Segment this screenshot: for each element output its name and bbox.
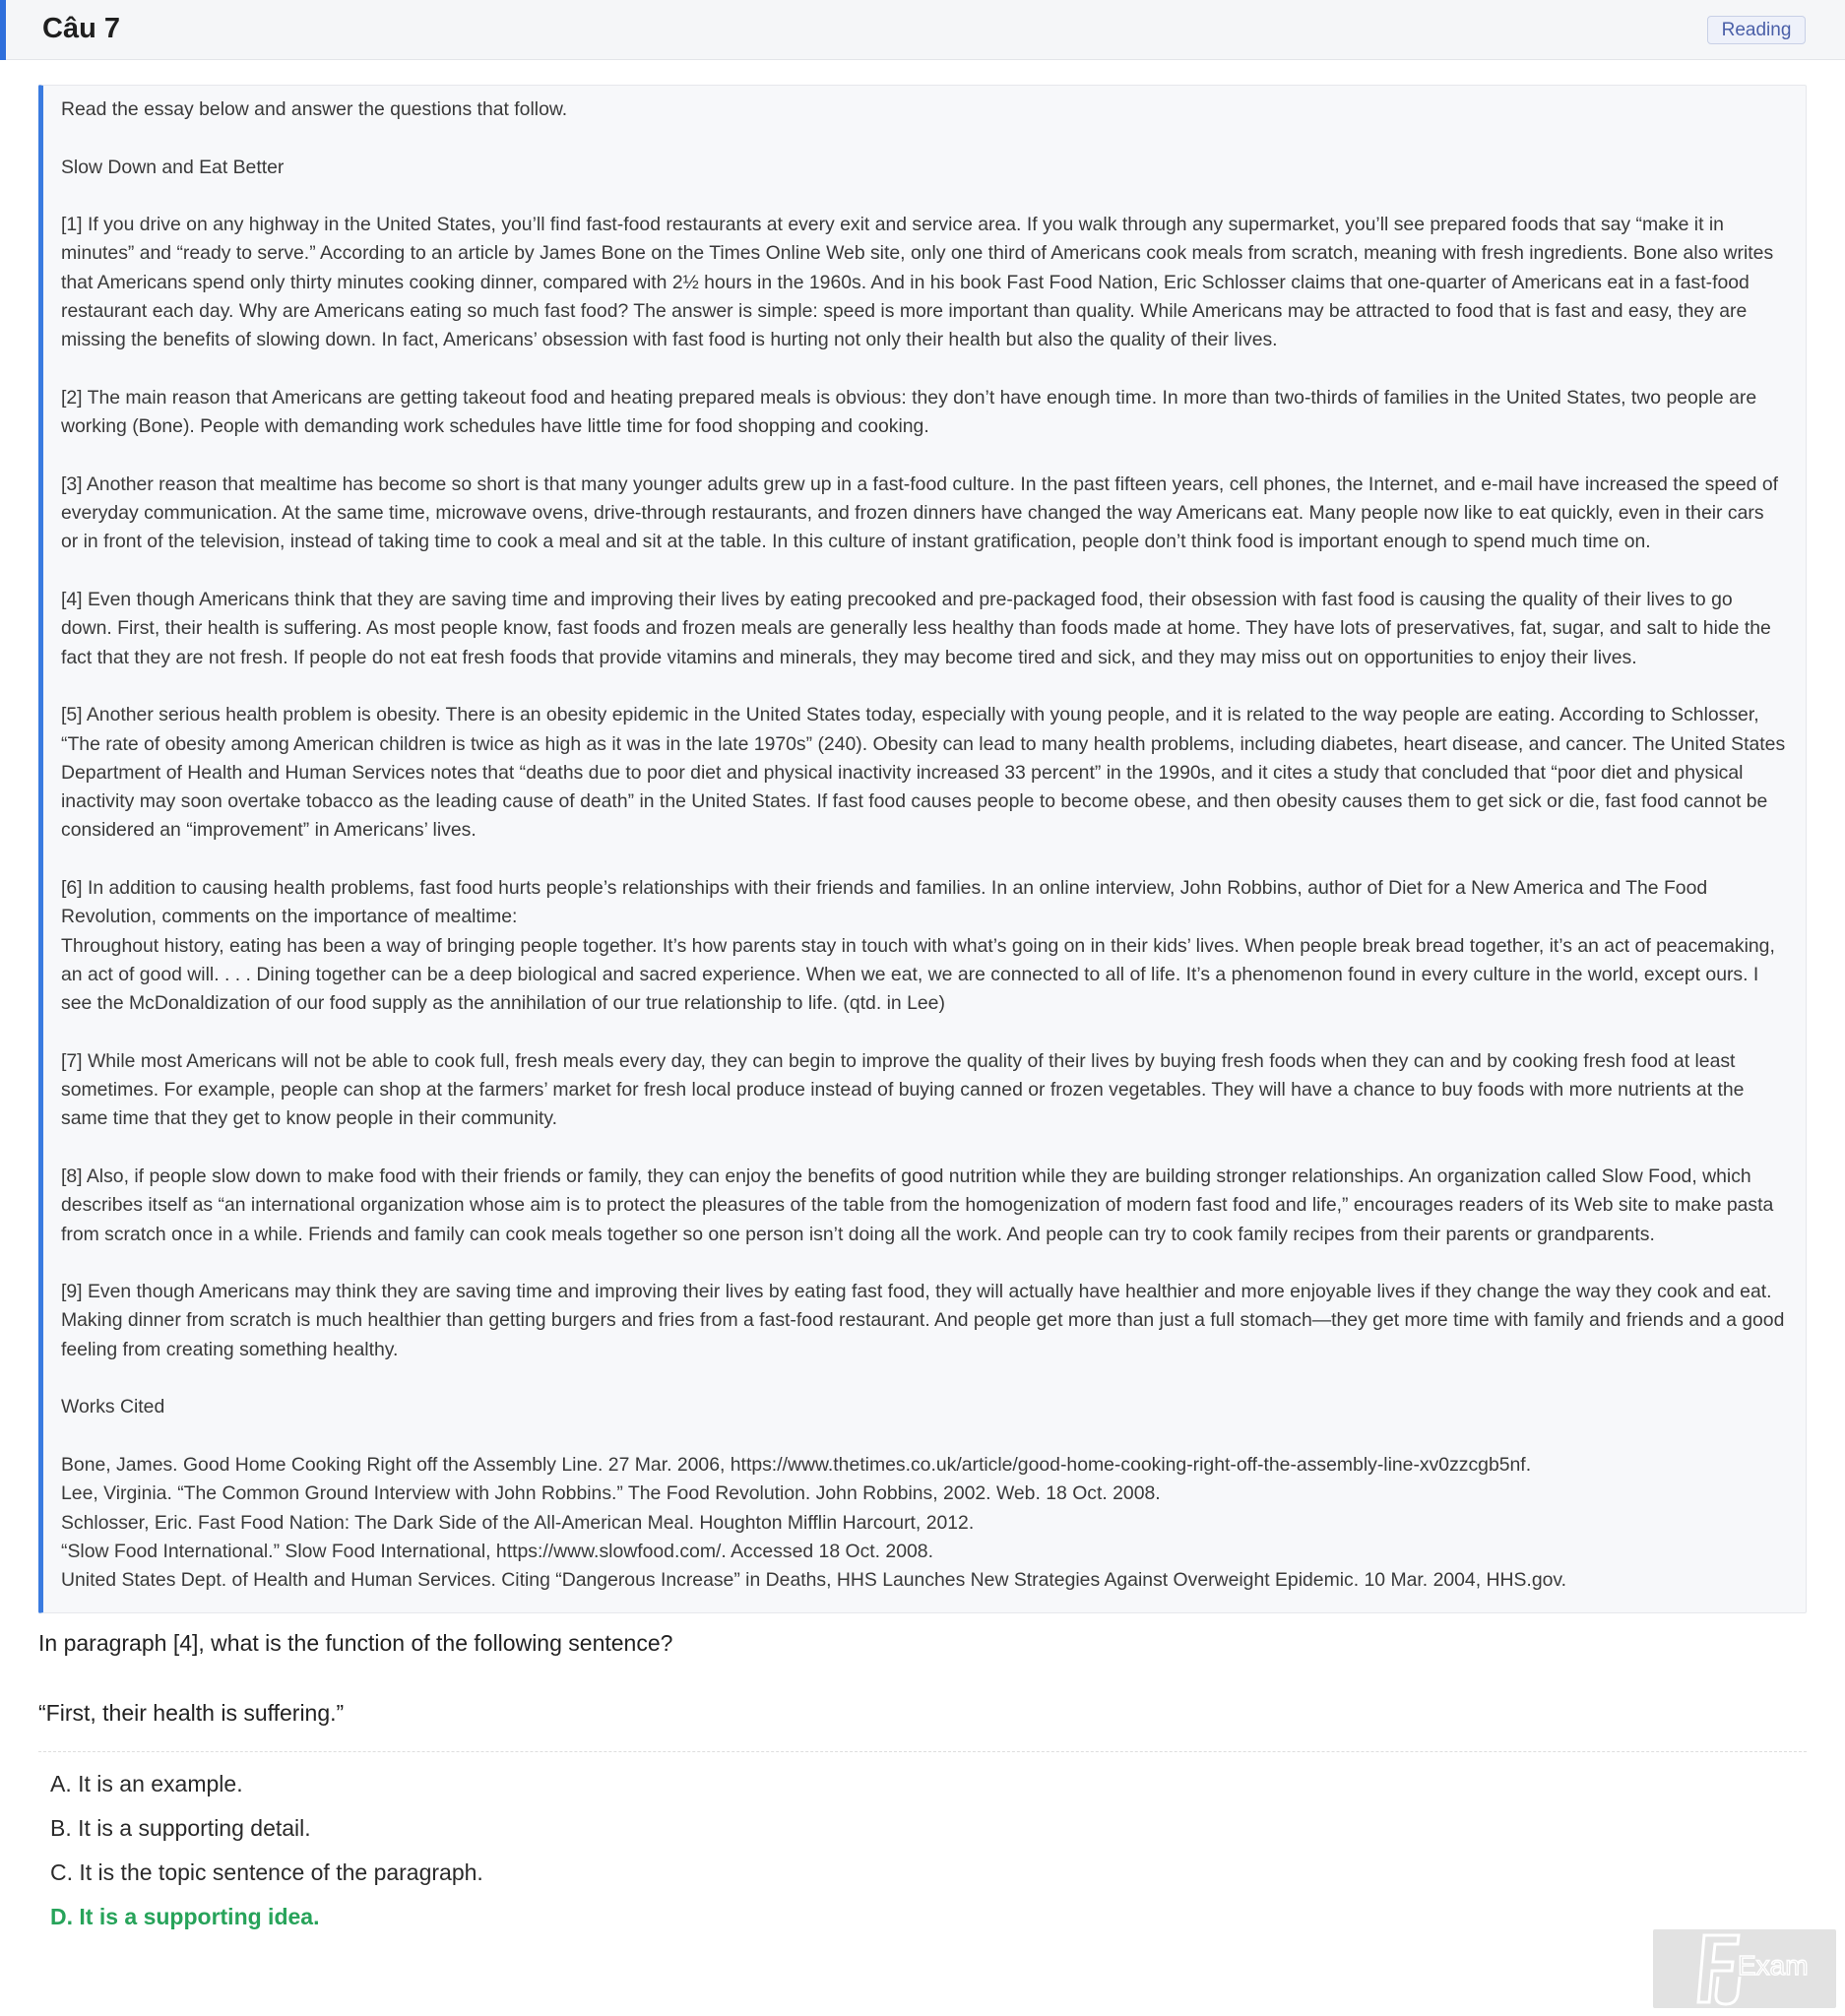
option-b[interactable]: B. It is a supporting detail. (50, 1815, 311, 1841)
question-header (0, 0, 1845, 60)
option-c[interactable]: C. It is the topic sentence of the paragraph. (50, 1859, 483, 1885)
options-divider (38, 1751, 1807, 1752)
fu-exam-logo-mark (1653, 1929, 1836, 2008)
paragraph-8: [8] Also, if people slow down to make food with their friends or family, they can enjoy the benefits of good nutrition while they are building stronger relationships. An organization called Slow Food, which describes itself as “an international organization whose aim is to protect the pleasures of the table from the homogenization of modern fast food and life,” encourages readers of its Web site to make pasta from scratch once in a while. Friends and family can cook meals together so one person isn’t doing all the work. And people can try to cook family recipes from their parents or grandparents. (61, 1165, 1774, 1245)
header-accent-bar (0, 0, 6, 60)
citation-slow-food: “Slow Food International.” Slow Food International, https://www.slowfood.com/. Accessed 18 Oct. 2008. (61, 1540, 933, 1562)
citation-schlosser: Schlosser, Eric. Fast Food Nation: The Dark Side of the All-American Meal. Houghton Mifflin Harcourt, 2012. (61, 1511, 975, 1534)
reading-passage (38, 85, 1807, 1613)
paragraph-7: [7] While most Americans will not be able to cook full, fresh meals every day, they can begin to improve the quality of their lives by buying fresh foods when they can and by cooking fresh food at least sometimes. For example, people can shop at the farmers’ market for fresh local produce instead of buying canned or frozen vegetables. They will have a chance to buy foods with more nutrients at the same time that they get to know people in their community. (61, 1049, 1745, 1130)
svg-text:Exam: Exam (1738, 1950, 1809, 1981)
works-cited-list (61, 1451, 1786, 1595)
paragraph-9: [9] Even though Americans may think they are saving time and improving their lives by eating fast food, they will actually have healthier and more enjoyable lives if they change the way they cook and eat. Making dinner from scratch is much healthier than getting burgers and fries from a fast-food restaurant. And people get more than just a full stomach—they get more time with family and friends and a good feeling from creating something healthy. (61, 1281, 1785, 1360)
paragraph-3: [3] Another reason that mealtime has become so short is that many younger adults grew up in a fast-food culture. In the past fifteen years, cell phones, the Internet, and e-mail have increased the speed of everyday communication. At the same time, microwave ovens, drive-through restaurants, and frozen dinners have changed the way Americans eat. Many people now like to eat quickly, even in their cars or in front of the television, instead of taking time to cook a meal and sit at the table. In this culture of instant gratification, people don’t think food is important enough to spend much time on. (61, 472, 1779, 553)
fu-exam-logo (1653, 1929, 1836, 2008)
paragraph-1: [1] If you drive on any highway in the United States, you’ll find fast-food restaurants at every exit and service area. If you walk through any supermarket, you’ll see prepared foods that say “make it in minutes” and “ready to serve.” According to an article by James Bone on the Times Online Web site, only one third of Americans cook meals from scratch, meaning with fresh ingredients. Bone also writes that Americans spend only thirty minutes cooking dinner, compared with 2½ hours in the 1960s. And in his book Fast Food Nation, Eric Schlosser claims that one-quarter of Americans eat in a fast-food restaurant each day. Why are Americans eating so much fast food? The answer is simple: speed is more important than quality. While Americans may be attracted to food that is fast and easy, they are missing the benefits of slowing down. In fact, Americans’ obsession with fast food is hurting not only their health but also the quality of their lives. (61, 214, 1774, 351)
question-quote: “First, their health is suffering.” (38, 1700, 345, 1726)
question-block (38, 1626, 1807, 1726)
citation-bone: Bone, James. Good Home Cooking Right off the Assembly Line. 27 Mar. 2006, https://www.thetimes.co.uk/article/good-home-cooking-right-off-the-assembly-line-xv0zzcgb5nf. (61, 1453, 1532, 1476)
paragraph-6: [6] In addition to causing health problems, fast food hurts people’s relationships with their friends and families. In an online interview, John Robbins, author of Diet for a New America and The Food Revolution, comments on the importance of mealtime: Throughout history, eating has been a way of bringing people together. It’s how parents stay in touch with what’s going on in their kids’ lives. When people break bread together, it’s an act of peacemaking, an act of good will. . . . Dining together can be a deep biological and sacred experience. When we eat, we are connected to all of life. It’s a phenomenon found in every culture in the world, except ours. I see the McDonaldization of our food supply as the annihilation of our true relationship to life. (qtd. in Lee) (61, 877, 1775, 1015)
skill-badge: Reading (1707, 16, 1806, 44)
essay-title: Slow Down and Eat Better (61, 156, 285, 178)
citation-hhs: United States Dept. of Health and Human Services. Citing “Dangerous Increase” in Deaths, HHS Launches New Strategies Against Overweight Epidemic. 10 Mar. 2004, HHS.gov. (61, 1569, 1567, 1592)
passage-instruction: Read the essay below and answer the questions that follow. (61, 98, 568, 120)
question-number-title: Câu 7 (42, 13, 120, 44)
paragraph-4: [4] Even though Americans think that they are saving time and improving their lives by eating precooked and pre-packaged food, their obsession with fast food is causing the quality of their lives to go down. First, their health is suffering. As most people know, fast foods and frozen meals are generally less healthy than foods made at home. They have lots of preservatives, fat, sugar, and salt to hide the fact that they are not fresh. If people do not eat fresh foods that provide vitamins and minerals, they may become tired and sick, and they may miss out on opportunities to enjoy their lives. (61, 589, 1771, 668)
option-a[interactable]: A. It is an example. (50, 1771, 243, 1796)
citation-lee: Lee, Virginia. “The Common Ground Interview with John Robbins.” The Food Revolution. John Robbins, 2002. Web. 18 Oct. 2008. (61, 1482, 1161, 1505)
question-prompt: In paragraph [4], what is the function of the following sentence? (38, 1630, 673, 1656)
answer-options (50, 1762, 1429, 1939)
works-cited-heading: Works Cited (61, 1396, 165, 1418)
paragraph-5: [5] Another serious health problem is obesity. There is an obesity epidemic in the United States today, especially with young people, and it is related to the way people are eating. According to Schlosser, “The rate of obesity among American children is twice as high as it was in the late 1970s” (240). Obesity can lead to many health problems, including diabetes, heart disease, and cancer. The United States Department of Health and Human Services notes that “deaths due to poor diet and physical inactivity increased 33 percent” in the 1990s, and it cites a study that concluded that “poor diet and physical inactivity may soon overtake tobacco as the leading cause of death” in the United States. If fast food causes people to become obese, and then obesity causes them to get sick or die, fast food cannot be considered an “improvement” in Americans’ lives. (61, 704, 1786, 842)
option-d-correct[interactable]: D. It is a supporting idea. (50, 1904, 320, 1929)
paragraph-2: [2] The main reason that Americans are getting takeout food and heating prepared meals is obvious: they don’t have enough time. In more than two-thirds of families in the United States, two people are working (Bone). People with demanding work schedules have little time for food shopping and cooking. (61, 386, 1757, 438)
